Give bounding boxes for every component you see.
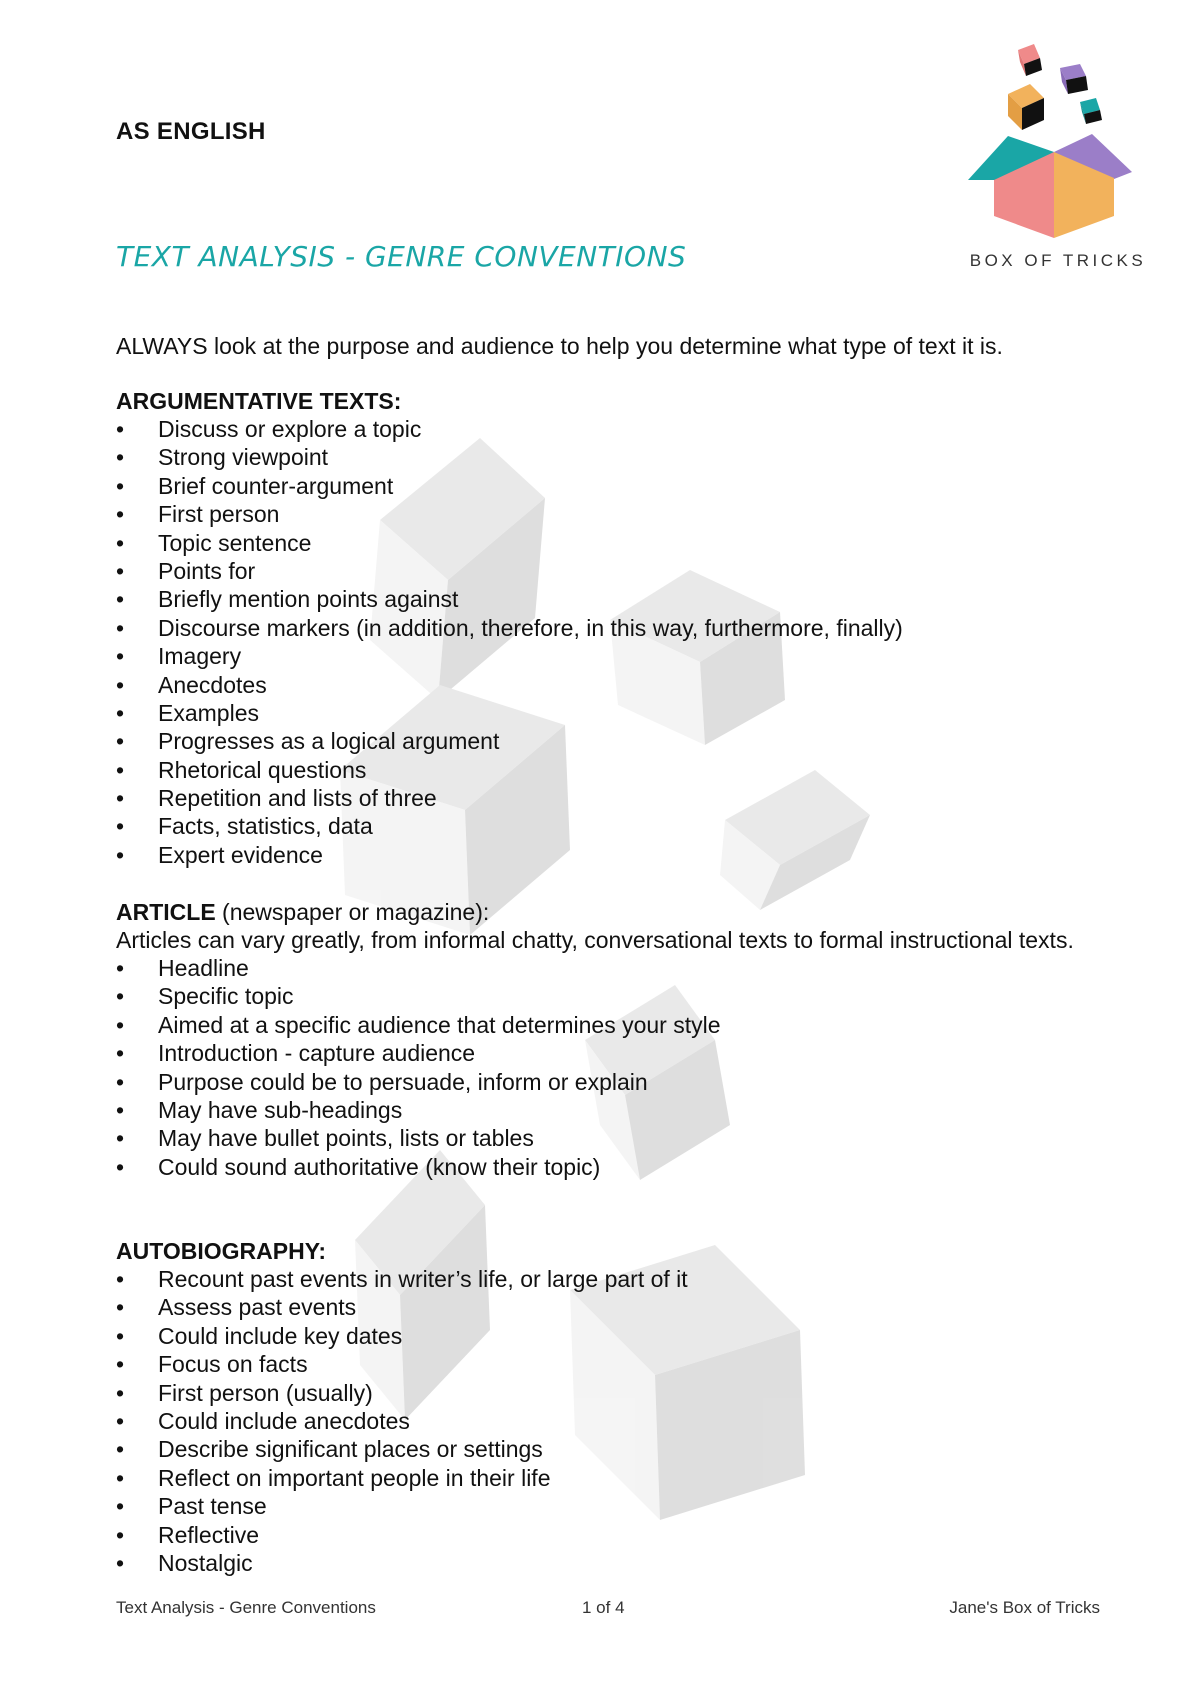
list-item: • Examples — [116, 699, 1116, 727]
page-title: TEXT ANALYSIS - GENRE CONVENTIONS — [116, 240, 687, 273]
logo-wordmark: BOX OF TRICKS — [969, 251, 1147, 270]
section-article — [116, 898, 1116, 1181]
list-item: • Rhetorical questions — [116, 756, 1116, 784]
bullet-list — [116, 954, 1116, 1181]
logo-purple-block-icon — [1060, 64, 1088, 94]
list-item: • Points for — [116, 557, 1116, 585]
section-heading — [116, 387, 1116, 415]
bullet-list — [116, 1265, 1116, 1577]
box-of-tricks-logo — [968, 40, 1148, 270]
list-item: • Strong viewpoint — [116, 443, 1116, 471]
list-item: • Facts, statistics, data — [116, 812, 1116, 840]
section-heading-bold: AUTOBIOGRAPHY: — [116, 1238, 326, 1264]
section-heading — [116, 1237, 1116, 1265]
list-item: • Could sound authoritative (know their topic) — [116, 1153, 1116, 1181]
list-item: • Introduction - capture audience — [116, 1039, 1116, 1067]
section-heading-bold: ARTICLE — [116, 899, 216, 925]
section-heading — [116, 898, 1116, 926]
footer-document-title: Text Analysis - Genre Conventions — [116, 1598, 376, 1617]
document-label: AS ENGLISH — [116, 118, 266, 145]
list-item: • Anecdotes — [116, 671, 1116, 699]
section-argumentative-texts — [116, 387, 1116, 869]
logo-teal-block-icon — [1080, 98, 1102, 124]
list-item: • Could include key dates — [116, 1322, 1116, 1350]
list-item: • Topic sentence — [116, 529, 1116, 557]
list-item: • Could include anecdotes — [116, 1407, 1116, 1435]
section-autobiography — [116, 1237, 1116, 1577]
list-item: • First person (usually) — [116, 1379, 1116, 1407]
footer-page-number: 1 of 4 — [582, 1598, 625, 1617]
list-item: • Specific topic — [116, 982, 1116, 1010]
list-item: • Reflective — [116, 1521, 1116, 1549]
list-item: • Reflect on important people in their life — [116, 1464, 1116, 1492]
logo-pink-block-icon — [1018, 44, 1042, 76]
list-item: • Progresses as a logical argument — [116, 727, 1116, 755]
logo-box-icon — [968, 134, 1132, 238]
footer-author: Jane's Box of Tricks — [949, 1598, 1100, 1617]
list-item: • Purpose could be to persuade, inform or explain — [116, 1068, 1116, 1096]
list-item: • First person — [116, 500, 1116, 528]
list-item: • Describe significant places or settings — [116, 1435, 1116, 1463]
list-item: • May have bullet points, lists or tables — [116, 1124, 1116, 1152]
list-item: • Past tense — [116, 1492, 1116, 1520]
list-item: • Repetition and lists of three — [116, 784, 1116, 812]
page-footer — [116, 1598, 1100, 1622]
list-item: • Recount past events in writer’s life, or large part of it — [116, 1265, 1116, 1293]
list-item: • Discourse markers (in addition, therefore, in this way, furthermore, finally) — [116, 614, 1116, 642]
list-item: • Aimed at a specific audience that determines your style — [116, 1011, 1116, 1039]
list-item: • Assess past events — [116, 1293, 1116, 1321]
list-item: • May have sub-headings — [116, 1096, 1116, 1124]
list-item: • Imagery — [116, 642, 1116, 670]
bullet-list — [116, 415, 1116, 869]
logo-orange-block-icon — [1008, 84, 1044, 130]
intro-paragraph: ALWAYS look at the purpose and audience to help you determine what type of text it is. — [116, 333, 1003, 359]
list-item: • Brief counter-argument — [116, 472, 1116, 500]
list-item: • Briefly mention points against — [116, 585, 1116, 613]
list-item: • Discuss or explore a topic — [116, 415, 1116, 443]
list-item: • Headline — [116, 954, 1116, 982]
section-description: Articles can vary greatly, from informal chatty, conversational texts to formal instructional texts. — [116, 927, 1074, 953]
list-item: • Expert evidence — [116, 841, 1116, 869]
section-heading-bold: ARGUMENTATIVE TEXTS: — [116, 388, 402, 414]
section-heading-rest: (newspaper or magazine): — [215, 899, 490, 925]
list-item: • Focus on facts — [116, 1350, 1116, 1378]
list-item: • Nostalgic — [116, 1549, 1116, 1577]
